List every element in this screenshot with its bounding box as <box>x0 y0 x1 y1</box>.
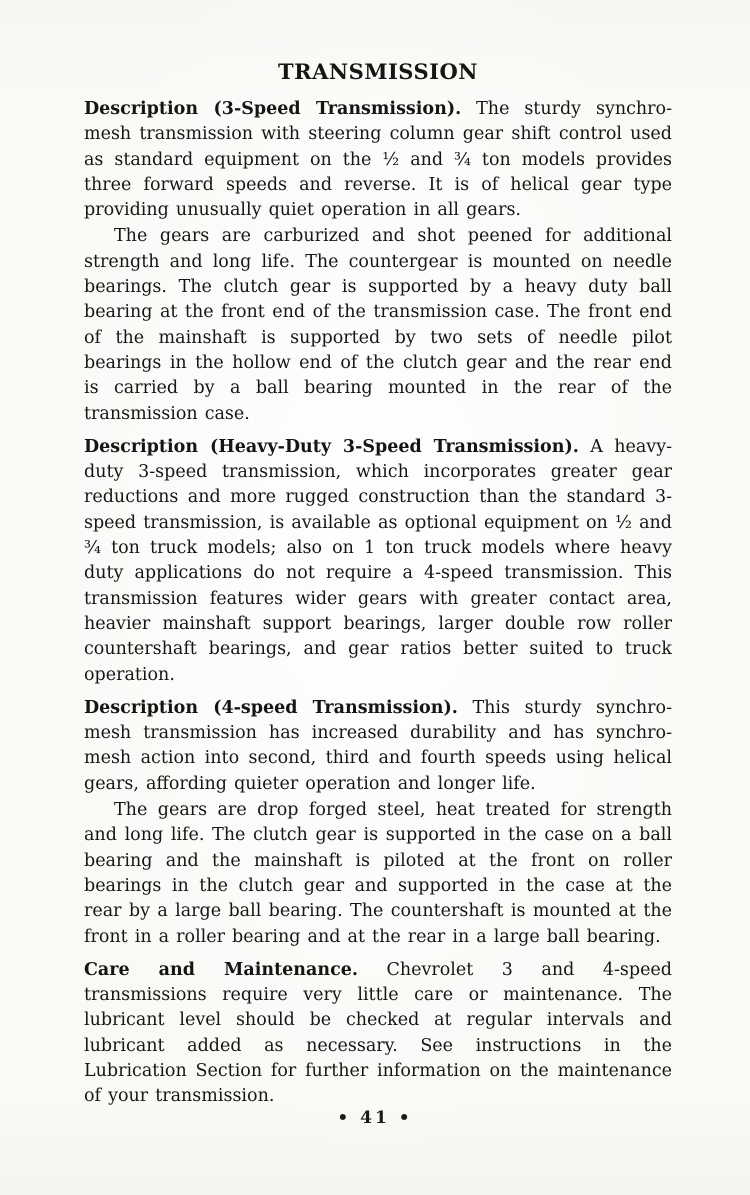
paragraph-body: The gears are carburized and shot peened for additional strength and long life. The countergear is mounted on needle bearings. The clutch gear is supported by a heavy duty ball bearing at the front end of the transmission case. The front end of the mainshaft is supported by two sets of needle pilot bearings in the hollow end of the clutch gear and the rear end is carried by a ball bearing mounted in the rear of the transmission case. <box>84 226 672 424</box>
paragraph-gears-drop-forged <box>84 798 672 950</box>
page-title: TRANSMISSION <box>278 59 478 84</box>
paragraph-body: Chevrolet 3 and 4-speed transmissions require very little care or maintenance. The lubricant level should be checked at regular intervals and lubricant added as necessary. See instructions in the Lubrication Section for further information on the maintenance of your transmission. <box>84 959 672 1107</box>
paragraph-body: The sturdy synchro-mesh transmission with steering column gear shift control used as standard equipment on the ½ and ¾ ton models provides three forward speeds and reverse. It is of helical gear type providing unusually quiet operation in all gears. <box>84 99 672 221</box>
paragraph-lead: Care and Maintenance. <box>84 959 358 980</box>
paragraph-care-and-maintenance <box>84 958 672 1110</box>
paragraph-lead: Description (4-speed Transmission). <box>84 697 458 718</box>
paragraph-gears-carburized <box>84 224 672 426</box>
paragraph-body: The gears are drop forged steel, heat treated for strength and long life. The clutch gear is supported in the case on a ball bearing and the mainshaft is piloted at the front on roller bearings in the clutch gear and supported in the case at the rear by a large ball bearing. The countershaft is mounted at the front in a roller bearing and at the rear in a large ball bearing. <box>84 800 672 947</box>
page-number: • 41 • <box>337 1108 413 1128</box>
paragraph-body: This sturdy synchro-mesh transmission has increased durability and has synchro-mesh action into second, third and fourth speeds using helical gears, affording quieter operation and longer life. <box>84 697 672 794</box>
paragraph-lead: Description (3-Speed Transmission). <box>84 99 462 119</box>
paragraph-description-4-speed <box>84 696 672 797</box>
paragraph-body: A heavy-duty 3-speed transmission, which incorporates greater gear reductions and more rugged construction than the standard 3-speed transmission, is available as optional equipment on ½ and ¾ ton truck models; also on 1 ton truck models where heavy duty applications do not require a 4-speed transmission. This transmission features wider gears with greater contact area, heavier mainshaft support bearings, larger double row roller countershaft bearings, and gear ratios better suited to truck operation. <box>84 436 672 685</box>
paragraph-lead: Description (Heavy-Duty 3-Speed Transmission). <box>84 436 579 457</box>
paragraph-description-heavy-duty-3-speed <box>84 435 672 688</box>
text-block <box>84 60 672 1110</box>
paragraph-description-3-speed <box>84 97 672 223</box>
